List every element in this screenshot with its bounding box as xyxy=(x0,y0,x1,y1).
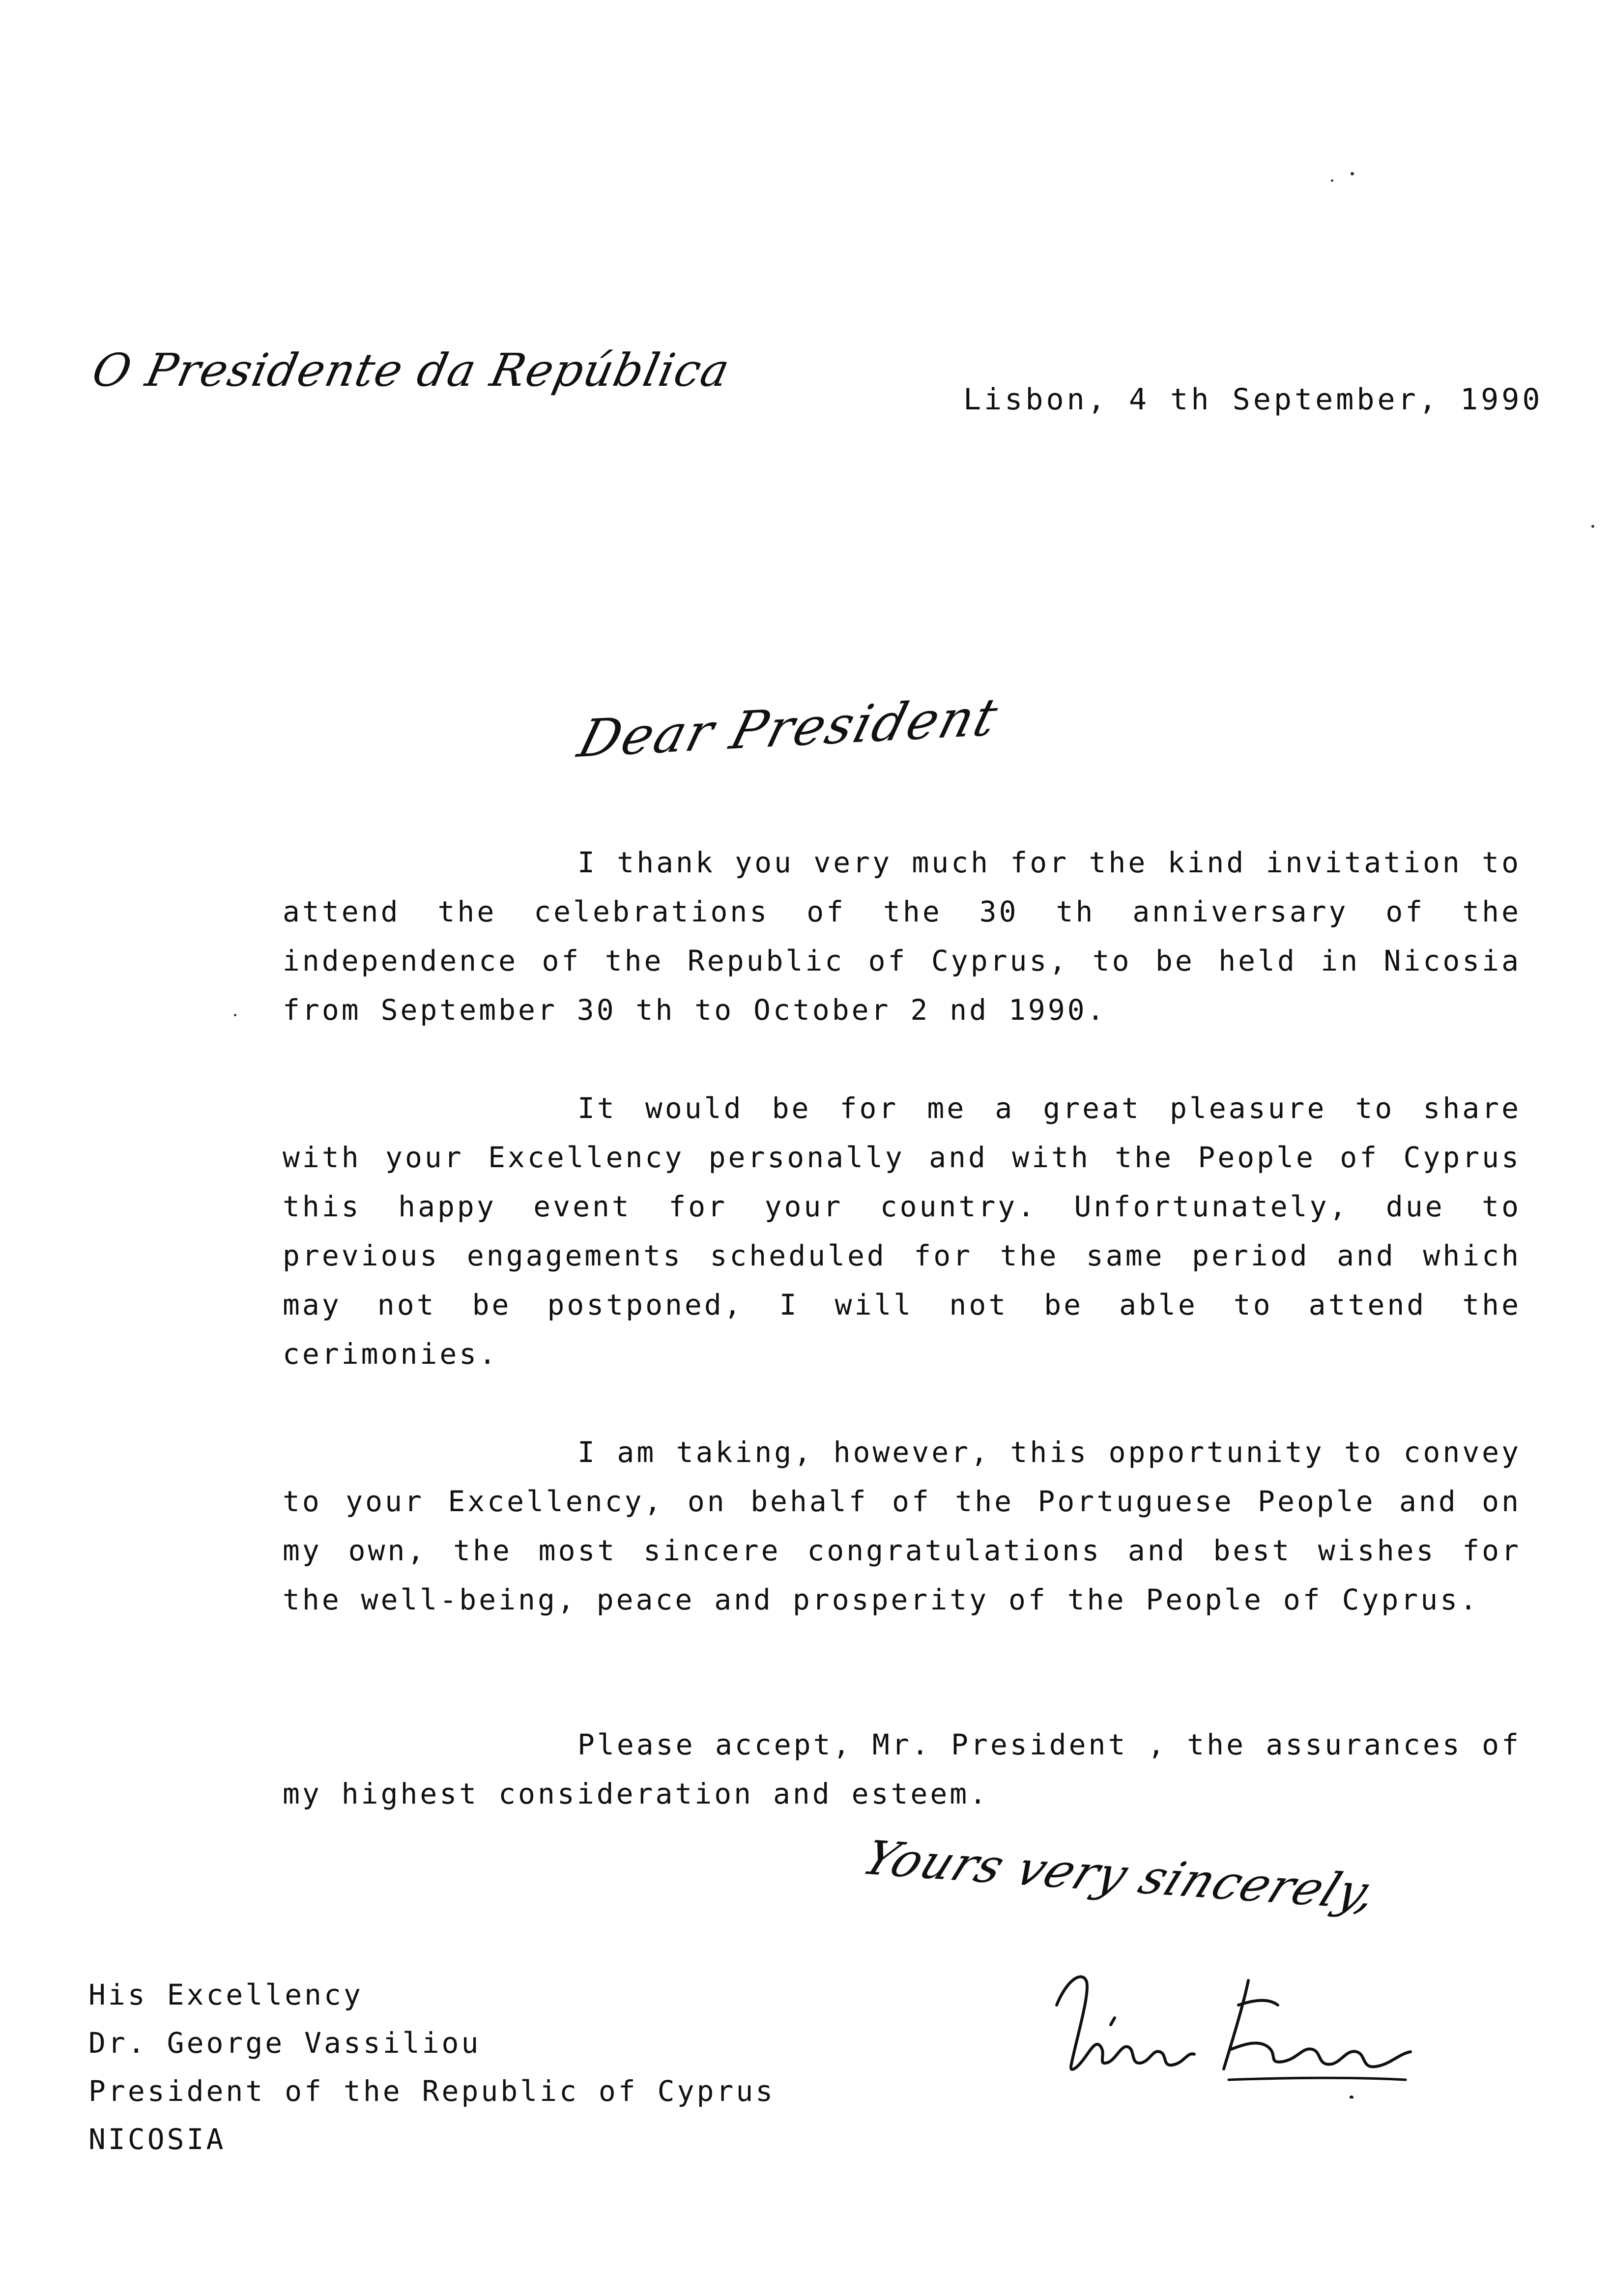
letter-body-paragraph-3 xyxy=(283,1428,1521,1624)
handwritten-salutation: Dear President xyxy=(572,686,1006,770)
paragraph-text: I am taking, however, this opportunity to convey to your Excellency, on behalf of the Portuguese People and on my own, the most sincere congratulations and best wishes for the well-being, peace and prosperity of the People of Cyprus. xyxy=(283,1435,1521,1616)
addressee-line: President of the Republic of Cyprus xyxy=(88,2074,776,2108)
addressee-line: Dr. George Vassiliou xyxy=(88,2026,481,2060)
letter-body-paragraph-1 xyxy=(283,838,1521,1034)
letterhead-title: O Presidente da República xyxy=(87,344,735,397)
letter-date: Lisbon, 4 th September, 1990 xyxy=(963,382,1543,417)
letter-body-paragraph-2 xyxy=(283,1084,1521,1378)
paper-speck xyxy=(1591,525,1594,528)
paragraph-text: I thank you very much for the kind invitation to attend the celebrations of the 30 th anniversary of the independence of the Republic of Cyprus, to be held in Nicosia from September 30 th to October 2 nd 1990. xyxy=(283,846,1521,1027)
paper-speck xyxy=(1351,172,1354,175)
addressee-line: NICOSIA xyxy=(88,2123,226,2156)
handwritten-closing: Yours very sincerely, xyxy=(855,1831,1387,1920)
handwritten-signature xyxy=(1037,1951,1430,2098)
letter-body-paragraph-4 xyxy=(283,1720,1521,1818)
paper-speck xyxy=(1331,179,1333,182)
paragraph-text: It would be for me a great pleasure to share with your Excellency personally and with the People of Cyprus this happy event for your country. Unfortunately, due to previous engagements scheduled for the same period and which may not be postponed, I will not be able to attend the cerimonies. xyxy=(283,1091,1521,1371)
addressee-line: His Excellency xyxy=(88,1978,363,2011)
paper-speck xyxy=(234,1014,236,1016)
addressee-block xyxy=(88,1971,775,2163)
paragraph-text: Please accept, Mr. President , the assurances of my highest consideration and esteem. xyxy=(283,1728,1521,1810)
